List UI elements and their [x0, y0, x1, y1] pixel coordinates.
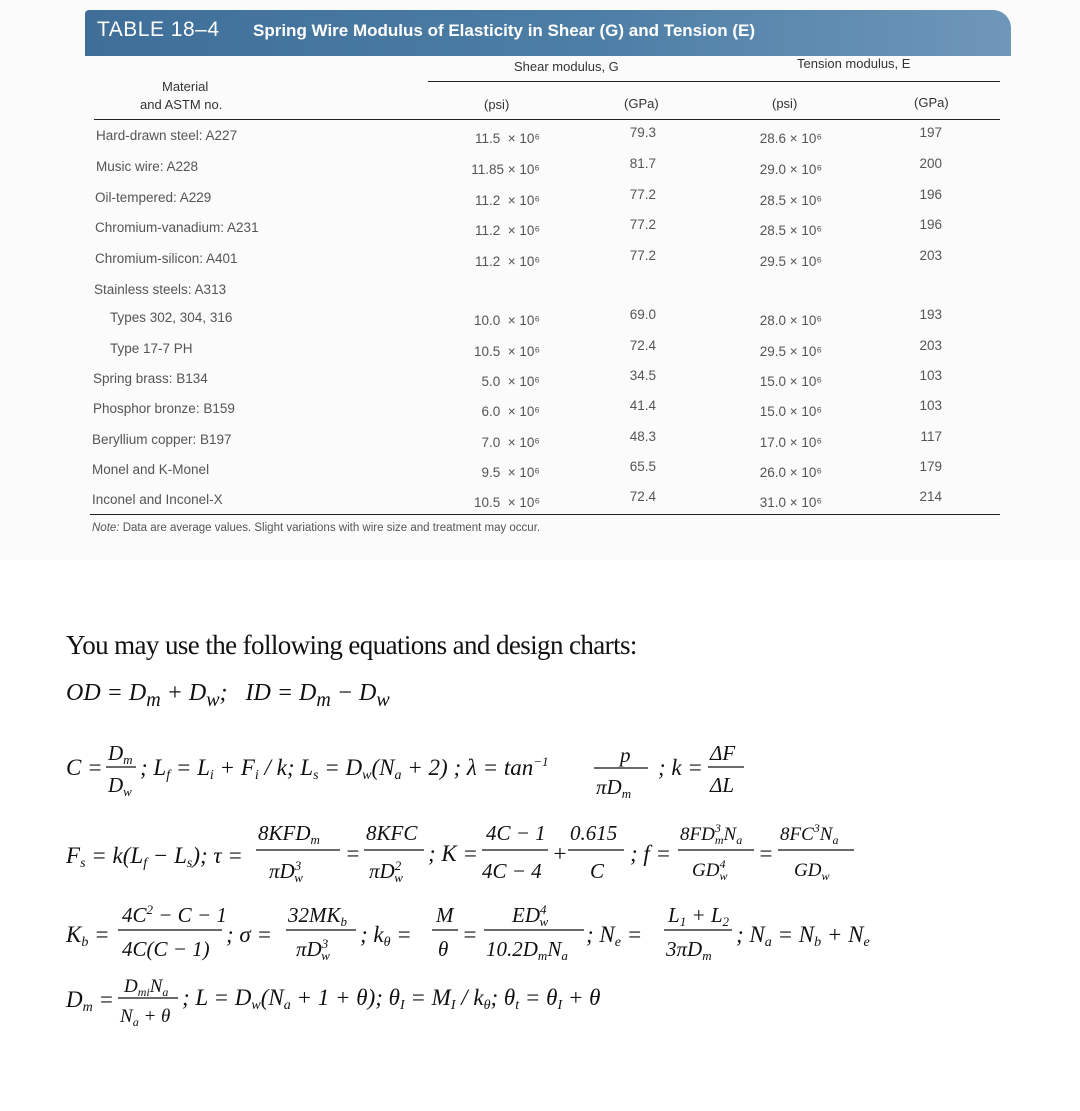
- tension-gpa-cell: 103: [919, 368, 942, 383]
- svg-text:4C(C − 1): 4C(C − 1): [122, 937, 210, 961]
- svg-text:ED4w: $ED^4$ w: [512, 902, 549, 929]
- svg-text:ΔF: ΔF: [710, 741, 736, 765]
- group-rule: [428, 81, 1000, 82]
- svg-text:Fs = k(Lf − Ls); τ =: Fs = k(Lf − Ls); τ =: [66, 843, 243, 871]
- tension-gpa-cell: 117: [920, 429, 942, 444]
- shear-psi-cell: 11.5 × 10⁶: [475, 131, 540, 146]
- material-cell: Monel and K-Monel: [92, 462, 210, 477]
- shear-psi-cell: 9.5 × 10⁶: [481, 465, 540, 480]
- svg-text:3πDm: 3πDm: [666, 937, 712, 963]
- tension-gpa-cell: 179: [919, 459, 942, 474]
- svg-text:πD2w: $\pi D^2$ w: [369, 858, 403, 885]
- svg-text:10.2DmNa: 10.2DmNa: [486, 937, 568, 963]
- svg-text:πD3w: $\pi D^3$ w: [269, 858, 303, 885]
- svg-text:; Na = Nb + Ne: ; Na = Nb + Ne: [736, 922, 870, 950]
- shear-gpa-cell: 41.4: [629, 398, 656, 413]
- tension-psi-cell: 28.6 × 10⁶: [759, 131, 822, 146]
- svg-text:; Ne =: ; Ne =: [586, 922, 643, 950]
- svg-text:8FD3mNa: $8FD^3$ $mN_a$: [680, 821, 743, 847]
- svg-text:4C2 − C − 1: $4C^2 - C - 1$: [122, 902, 227, 927]
- shear-psi-cell: 11.2 × 10⁶: [475, 254, 540, 269]
- svg-text:; kθ =: ; kθ =: [360, 922, 412, 950]
- tension-gpa-cell: 103: [919, 398, 942, 413]
- svg-text:0.615: 0.615: [570, 821, 618, 845]
- shear-gpa-cell: 48.3: [629, 429, 656, 444]
- table-label: TABLE 18–4: [97, 18, 220, 41]
- shear-gpa-cell: 77.2: [629, 187, 656, 202]
- shear-gpa-cell: 77.2: [629, 217, 656, 232]
- material-header-line1: Material: [162, 79, 209, 94]
- unit-header-g-gpa: (GPa): [624, 96, 659, 111]
- shear-gpa-cell: 34.5: [629, 368, 656, 383]
- material-cell: Types 302, 304, 316: [110, 310, 233, 325]
- tension-gpa-cell: 203: [919, 338, 942, 353]
- tension-modulus-header: Tension modulus, E: [797, 56, 911, 71]
- svg-text:πD3w: $\pi D^3$ w: [296, 936, 330, 963]
- material-cell: Music wire: A228: [96, 159, 199, 174]
- shear-gpa-cell: 77.2: [629, 248, 656, 263]
- note-text: Data are average values. Slight variations with wire size and treatment may occur.: [122, 522, 541, 534]
- svg-text:C =: C =: [66, 755, 103, 780]
- shear-gpa-cell: 79.3: [629, 125, 656, 140]
- svg-text:8KFDm: 8KFDm: [258, 821, 320, 847]
- equation-line-1: OD = $D_m + D_w$; ID = $D_m - D_w$: [66, 680, 390, 711]
- tension-psi-cell: 26.0 × 10⁶: [759, 465, 822, 480]
- svg-text:=: =: [345, 841, 361, 866]
- shear-psi-cell: 10.5 × 10⁶: [474, 495, 540, 510]
- svg-text:4C − 4: 4C − 4: [482, 859, 542, 883]
- svg-text:; σ =: ; σ =: [226, 922, 273, 947]
- svg-text:32MKb: 32MKb: [288, 903, 347, 929]
- equation-line-4: [65, 902, 870, 963]
- bottom-rule: [90, 514, 1000, 515]
- svg-text:DmiNa: $D_{mi}N_a$: [124, 976, 169, 999]
- svg-text:C: C: [590, 859, 605, 883]
- table-banner: [85, 10, 1011, 56]
- material-cell: Phosphor bronze: B159: [93, 401, 235, 416]
- tension-psi-cell: 15.0 × 10⁶: [759, 404, 822, 419]
- material-cell: Chromium-vanadium: A231: [95, 220, 259, 235]
- tension-psi-cell: 29.5 × 10⁶: [759, 344, 822, 359]
- tension-gpa-cell: 196: [919, 217, 942, 232]
- svg-text:; L = Dw(Na + 1 + θ); θI = M: ; L = Dw(Na + 1 + θ); θI = MI / kθ; θt = θI + θ: [182, 985, 601, 1013]
- tension-psi-cell: 28.5 × 10⁶: [759, 193, 822, 208]
- shear-gpa-cell: 65.5: [629, 459, 656, 474]
- svg-text:ΔL: ΔL: [710, 773, 735, 797]
- shear-gpa-cell: 72.4: [629, 338, 656, 353]
- svg-text:; f =: ; f =: [630, 841, 672, 866]
- unit-header-e-gpa: (GPa): [914, 95, 949, 110]
- shear-psi-cell: 7.0 × 10⁶: [481, 435, 540, 450]
- shear-psi-cell: 11.2 × 10⁶: [475, 223, 540, 238]
- svg-text:=: =: [462, 922, 478, 947]
- material-cell: Spring brass: B134: [93, 371, 208, 386]
- svg-text:; Lf = Li + Fi / k; Ls = Dw(: ; Lf = Li + Fi / k; Ls = Dw(Na + 2) ; $\lambda = \tan^{-1}$: [140, 754, 549, 783]
- equation-line-2: [66, 741, 744, 801]
- material-cell: Chromium-silicon: A401: [95, 251, 238, 266]
- shear-psi-cell: 11.2 × 10⁶: [475, 193, 540, 208]
- equation-line-5: [65, 976, 600, 1029]
- unit-header-e-psi: (psi): [772, 96, 798, 111]
- svg-text:=: =: [758, 841, 774, 866]
- tension-psi-cell: 15.0 × 10⁶: [759, 374, 822, 389]
- svg-text:GD4w: $GD^4$ w: [692, 857, 728, 883]
- tension-psi-cell: 17.0 × 10⁶: [759, 435, 822, 450]
- svg-text:GDw: $GD_w$: [794, 860, 830, 883]
- material-cell: Inconel and Inconel-X: [92, 492, 223, 507]
- tension-psi-cell: 28.5 × 10⁶: [759, 223, 822, 238]
- shear-gpa-cell: 72.4: [629, 489, 656, 504]
- material-cell: Stainless steels: A313: [94, 282, 227, 297]
- tension-gpa-cell: 193: [919, 307, 942, 322]
- tension-gpa-cell: 200: [919, 156, 942, 171]
- svg-text:; k =: ; k =: [658, 755, 703, 780]
- shear-gpa-cell: 81.7: [629, 156, 656, 171]
- table-note: [92, 522, 540, 534]
- unit-header-g-psi: (psi): [484, 97, 510, 112]
- header-rule: [94, 119, 1000, 120]
- shear-gpa-cell: 69.0: [629, 307, 656, 322]
- shear-psi-cell: 6.0 × 10⁶: [481, 404, 540, 419]
- svg-text:M: M: [436, 903, 454, 927]
- equation-line-3: [65, 821, 854, 885]
- material-cell: Oil-tempered: A229: [95, 190, 212, 205]
- tension-psi-cell: 29.5 × 10⁶: [759, 254, 822, 269]
- material-cell: Beryllium copper: B197: [92, 432, 232, 447]
- shear-psi-cell: 10.0 × 10⁶: [474, 313, 540, 328]
- tension-gpa-cell: 196: [919, 187, 942, 202]
- svg-text:8FC3Na: $8FC^3N_a$: [780, 821, 839, 847]
- material-cell: Hard-drawn steel: A227: [96, 128, 238, 143]
- tension-gpa-cell: 203: [919, 248, 942, 263]
- material-cell: Type 17-7 PH: [110, 341, 193, 356]
- intro-text: You may use the following equations and design charts:: [66, 630, 637, 660]
- svg-text:Na + θ: $N_a + \theta$: [120, 1006, 171, 1029]
- tension-gpa-cell: 197: [919, 125, 942, 140]
- table-title: Spring Wire Modulus of Elasticity in Shear (G) and Tension (E): [253, 21, 756, 40]
- tension-psi-cell: 28.0 × 10⁶: [759, 313, 822, 328]
- tension-gpa-cell: 214: [919, 489, 942, 504]
- tension-psi-cell: 29.0 × 10⁶: [759, 162, 822, 177]
- note-label: Note:: [92, 522, 120, 534]
- shear-psi-cell: 11.85 × 10⁶: [471, 162, 540, 177]
- svg-text:Kb =: Kb =: [66, 922, 110, 950]
- svg-text:4C − 1: 4C − 1: [486, 821, 546, 845]
- svg-text:+: +: [552, 841, 568, 866]
- svg-text:Dm: Dm: [108, 741, 133, 767]
- tension-psi-cell: 31.0 × 10⁶: [759, 495, 822, 510]
- svg-text:p: p: [620, 743, 631, 767]
- svg-text:πDm: πDm: [596, 775, 632, 801]
- equation-lines: [64, 730, 944, 1030]
- svg-text:Dw: Dw: [108, 773, 132, 799]
- svg-text:; K =: ; K =: [428, 841, 479, 866]
- material-header-line2: and ASTM no.: [140, 97, 223, 112]
- shear-psi-cell: 10.5 × 10⁶: [474, 344, 540, 359]
- svg-text:8KFC: 8KFC: [366, 821, 418, 845]
- shear-psi-cell: 5.0 × 10⁶: [481, 374, 540, 389]
- svg-text:Dm =: Dm =: [66, 987, 115, 1015]
- shear-modulus-header: Shear modulus, G: [514, 59, 619, 74]
- svg-text:L1 + L2: L1 + L2: [668, 903, 730, 929]
- svg-text:θ: θ: [438, 937, 449, 961]
